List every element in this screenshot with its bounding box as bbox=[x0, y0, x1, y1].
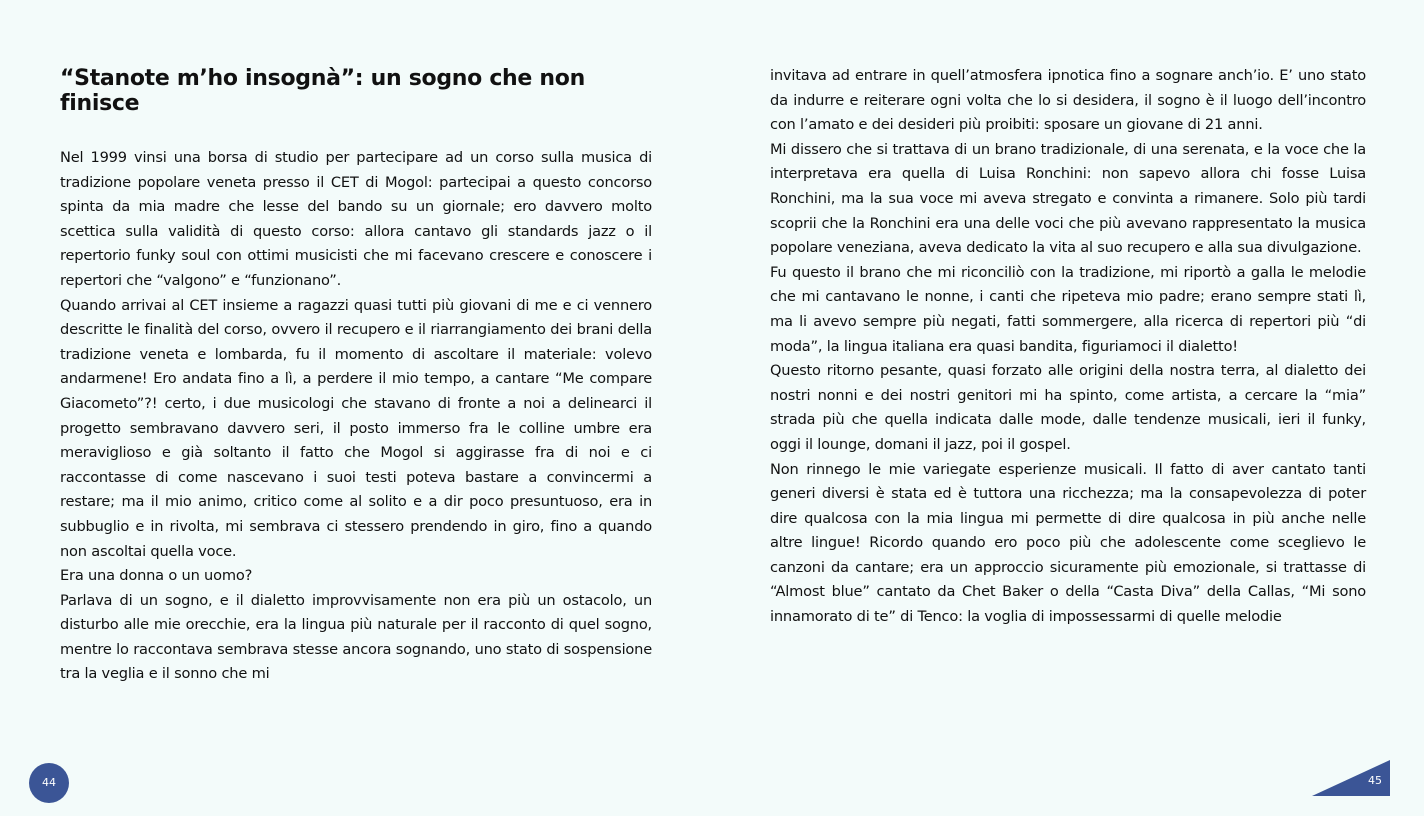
paragraph: Mi dissero che si trattava di un brano tradizionale, di una serenata, e la voce che la interpretava era quella di Luisa Ronchini: non sapevo allora chi fosse Luisa Ronchini, ma la sua voce mi aveva stregato e convinta a rimanere. Solo più tardi scoprii che la Ronchini era una delle voci che più avevano rappresentato la musica popolare veneziana, aveva dedicato la vita al suo recupero e alla sua divulgazione. bbox=[770, 140, 1366, 257]
paragraph: Nel 1999 vinsi una borsa di studio per partecipare ad un corso sulla musica di tradizione popolare veneta presso il CET di Mogol: partecipai a questo concorso spinta da mia madre che lesse del bando su un giornale; ero davvero molto scettica sulla validità di questo corso: allora cantavo gli standards jazz o il repertorio funky soul con ottimi musicisti che mi facevano crescere e conoscere i repertori che “valgono” e “funzionano”. bbox=[60, 149, 652, 289]
chapter-title: “Stanote m’ho insognà”: un sogno che non finisce bbox=[60, 66, 585, 116]
paragraph: Era una donna o un uomo? bbox=[60, 567, 253, 585]
left-text-column bbox=[60, 146, 652, 687]
right-page bbox=[712, 0, 1424, 816]
paragraph: invitava ad entrare in quell’atmosfera ipnotica fino a sognare anch’io. E’ uno stato da indurre e reiterare ogni volta che lo si desidera, il sogno è il luogo dell’incontro con l’amato e dei desideri più proibiti: sposare un giovane di 21 anni. bbox=[770, 67, 1366, 134]
paragraph: Quando arrivai al CET insieme a ragazzi quasi tutti più giovani di me e ci vennero descritte le finalità del corso, ovvero il recupero e il riarrangiamento dei brani della tradizione veneta e lombarda, fu il momento di ascoltare il materiale: volevo andarmene! Ero andata fino a lì, a perdere il mio tempo, a cantare “Me compare Giacometo”?! certo, i due musicologi che stavano di fronte a noi a delinearci il progetto sembravano davvero seri, il posto immerso fra le colline umbre era meraviglioso e già soltanto il fatto che Mogol si aggirasse fra di noi e ci raccontasse di come nascevano i suoi testi poteva bastare a convincermi a restare; ma il mio animo, critico come al solito e a dir poco presuntuoso, era in subbuglio e in rivolta, mi sembrava ci stessero prendendo in giro, fino a quando non ascoltai quella voce. bbox=[60, 296, 652, 560]
page-number-left: 44 bbox=[29, 763, 69, 803]
paragraph: Parlava di un sogno, e il dialetto improvvisamente non era più un ostacolo, un disturbo alle mie orecchie, era la lingua più naturale per il racconto di quel sogno, mentre lo raccontava sembrava stesse ancora sognando, uno stato di sospensione tra la veglia e il sonno che mi bbox=[60, 591, 652, 683]
paragraph: Questo ritorno pesante, quasi forzato alle origini della nostra terra, al dialetto dei nostri nonni e dei nostri genitori mi ha spinto, come artista, a cercare la “mia” strada più che quella indicata dalle mode, dalle tendenze musicali, ieri il funky, oggi il lounge, domani il jazz, poi il gospel. bbox=[770, 362, 1366, 453]
right-text-column bbox=[770, 64, 1366, 630]
paragraph: Non rinnego le mie variegate esperienze musicali. Il fatto di aver cantato tanti generi diversi è stata ed è tuttora una ricchezza; ma la consapevolezza di poter dire qualcosa con la mia lingua mi permette di dire qualcosa in più anche nelle altre lingue! Ricordo quando ero poco più che adolescente come sceglievo le canzoni da cantare; era un approccio sicuramente più emozionale, si trattasse di “Almost blue” cantato da Chet Baker o della “Casta Diva” della Callas, “Mi sono innamorato di te” di Tenco: la voglia di impossessarmi di quelle melodie bbox=[770, 460, 1366, 626]
page-number-right: 45 bbox=[1368, 774, 1382, 787]
paragraph: Fu questo il brano che mi riconciliò con la tradizione, mi riportò a galla le melodie che mi cantavano le nonne, i canti che ripeteva mio padre; erano sempre stati lì, ma li avevo sempre più negati, fatti sommergere, alla ricerca di repertori più “di moda”, la lingua italiana era quasi bandita, figuriamoci il dialetto! bbox=[770, 263, 1366, 355]
